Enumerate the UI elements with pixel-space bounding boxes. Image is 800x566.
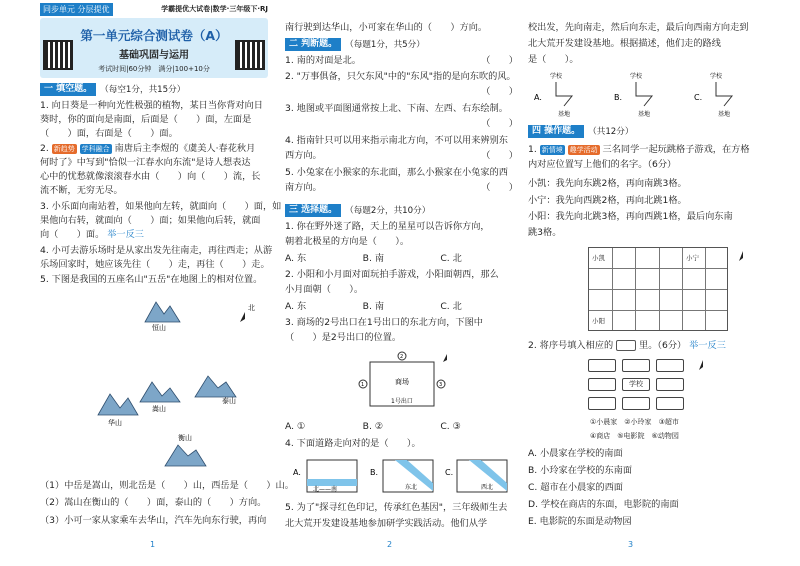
grid-name: 小凯 <box>592 254 605 262</box>
option[interactable]: A. 东 <box>285 253 307 264</box>
blank-box[interactable] <box>588 359 616 372</box>
text-line: 1. 你在野外迷了路，天上的星星可以告诉你方向， <box>285 221 490 232</box>
jump-grid[interactable] <box>588 247 728 331</box>
text-line: 西方向。 <box>285 150 322 161</box>
svg-text:B.: B. <box>614 93 623 102</box>
legend-row: ④商店 ⑤电影院 ⑥动物园 <box>590 432 679 440</box>
tag-badge: 趣学活动 <box>569 145 598 154</box>
section-operation <box>528 124 633 138</box>
grid-name: 小阳 <box>592 317 605 325</box>
text-line: 小宁：我先向西跳2格，再向北跳1格。 <box>528 195 687 206</box>
text-line: 2. 小阳和小月面对面玩拍手游戏，小阳面朝西，那么 <box>285 269 499 280</box>
mountains-map <box>90 290 260 470</box>
page-subtitle: 基础巩固与运用 <box>119 50 189 61</box>
header-bar <box>40 2 268 16</box>
q-number: 2. <box>40 143 49 154</box>
svg-text:1: 1 <box>361 382 365 388</box>
tag-badge: 新情境 <box>541 145 563 154</box>
svg-text:B.: B. <box>370 468 379 477</box>
svg-text:C.: C. <box>445 468 454 477</box>
op1-line: 1. 新情境 趣学活动 三名同学一起玩跳格子游戏，在方格 <box>528 144 750 155</box>
answer-paren[interactable]: （ ） <box>481 182 518 193</box>
blank-box[interactable] <box>622 397 650 410</box>
blank-box[interactable] <box>622 359 650 372</box>
text-line: 葵时，你的面向是南面，后面是（ ）面，左面是 <box>40 114 252 125</box>
text-line: 3. 商场的2号出口在1号出口的东北方向，下图中 <box>285 317 483 328</box>
section-tag: 三 选择题。 <box>285 204 341 217</box>
north-arrow-icon <box>696 358 710 372</box>
north-label: 北 <box>248 304 255 312</box>
text-line: 3. 地图或平面图通常按上北、下南、左西、右东绘制。 <box>285 103 508 114</box>
section-note: （共12分） <box>588 127 634 137</box>
qr-code-icon <box>43 40 73 70</box>
page-2 <box>285 0 518 566</box>
text-line: （3）小可一家从家乘车去华山，汽车先向东行驶，再向 <box>40 515 267 526</box>
option[interactable]: C. ③ <box>440 421 461 432</box>
mall-label: 商场 <box>395 378 409 386</box>
mountain-icon <box>145 302 180 322</box>
svg-text:学校: 学校 <box>630 73 643 80</box>
text-line: 4. 小可去游乐场时是从家出发先往南走，再往西走；从游 <box>40 245 273 256</box>
section-note: （每空1分，共15分） <box>100 85 186 95</box>
mountain-icon <box>140 382 180 402</box>
text-line: 1. 向日葵是一种向光性极强的植物，某日当你背对向日 <box>40 100 263 111</box>
statement: A. 小晨家在学校的南面 <box>528 448 623 459</box>
page-3 <box>528 0 768 566</box>
statement: C. 超市在小晨家的西面 <box>528 482 623 493</box>
mountain-icon <box>98 394 138 415</box>
svg-text:基地: 基地 <box>718 111 731 118</box>
blank-box[interactable] <box>656 359 684 372</box>
section-tag: 四 操作题。 <box>528 125 584 138</box>
tag-link: 举一反三 <box>689 340 726 351</box>
mountain-icon <box>165 445 206 466</box>
text-line: 流不断，无穷无尽。 <box>40 185 123 196</box>
text-line: 朝着北极星的方向是（ ）。 <box>285 236 410 247</box>
page-1 <box>40 0 294 566</box>
text-line: 南行驶到达华山，小可家在华山的（ ）方向。 <box>285 22 488 33</box>
options-row <box>285 300 518 313</box>
legend-row: ①小晨家 ②小玲家 ③超市 <box>590 418 679 426</box>
statement: E. 电影院的东面是动物园 <box>528 516 632 527</box>
text-line: 心中的忧愁就像滚滚春水由（ ）向（ ）流，长 <box>40 171 261 182</box>
route-options <box>528 66 768 118</box>
options-row <box>285 252 518 265</box>
statement: B. 小玲家在学校的东南面 <box>528 465 633 476</box>
svg-text:学校: 学校 <box>550 73 563 80</box>
qr-code-icon <box>235 40 265 70</box>
svg-text:2: 2 <box>400 354 404 360</box>
svg-text:C.: C. <box>694 93 703 102</box>
svg-text:基地: 基地 <box>638 111 651 118</box>
mountain-label: 泰山 <box>222 397 236 405</box>
text-line: （ ）是2号出口的位置。 <box>285 332 402 343</box>
north-arrow-icon <box>240 312 245 322</box>
answer-box[interactable] <box>616 340 636 351</box>
text-line: 4. 下面道路走向对的是（ ）。 <box>285 438 421 449</box>
section-note: （每题2分，共10分） <box>345 206 431 216</box>
grid-name: 小宁 <box>686 254 699 262</box>
option[interactable]: A. 东 <box>285 301 307 312</box>
text-line: 南唐后主李煜的《虞美人·春花秋月 <box>114 143 256 154</box>
text-line: 1. 南的对面是北。 <box>285 55 361 66</box>
blank-box[interactable] <box>588 397 616 410</box>
text-line: 内对应位置写上他们的名字。（6分） <box>528 159 677 170</box>
section-fill-blank <box>40 82 185 96</box>
school-box: 学校 <box>622 378 650 391</box>
text-line: 向（ ）面。 <box>40 229 105 240</box>
text-line: 南方向。 <box>285 182 322 193</box>
text-line: 5. 小兔家在小猴家的东北面，那么小猴家在小兔家的西 <box>285 167 508 178</box>
answer-paren[interactable]: （ ） <box>481 118 518 129</box>
svg-text:学校: 学校 <box>710 73 723 80</box>
text-line: 小月面朝（ ）。 <box>285 284 364 295</box>
answer-paren[interactable]: （ ） <box>481 150 518 161</box>
option[interactable]: A. ① <box>285 421 306 432</box>
blank-box[interactable] <box>588 378 616 391</box>
op2-line: 2. 将序号填入相应的 里。（6分） 举一反三 <box>528 340 726 351</box>
title-banner <box>40 18 268 78</box>
blank-box[interactable] <box>656 397 684 410</box>
tag-badge: 新趋势 <box>53 144 75 153</box>
exit-label: 1号出口 <box>391 398 413 405</box>
text-line: 北大荒开发建设基地参加研学实践活动。他们从学 <box>285 518 488 529</box>
option[interactable]: B. ② <box>362 421 384 432</box>
mountain-label: 恒山 <box>152 324 166 332</box>
mountain-icon <box>195 376 236 397</box>
header-meta: 学霸提优大试卷|数学·三年级下·RJ <box>161 5 268 13</box>
text-line: 5. 为了"探寻红色印记，传承红色基因"，三年级师生去 <box>285 502 508 513</box>
text-line: 何时了》中写到"恰似一江春水向东流"是诗人想表达 <box>40 157 251 168</box>
text-line: （2）嵩山在衡山的（ ）面，泰山的（ ）方向。 <box>40 497 267 508</box>
text-line: 小阳：我先向北跳3格，再向西跳1格，最后向东南 <box>528 211 733 222</box>
text-line: 5. 下图是我国的五座名山"五岳"在地图上的相对位置。 <box>40 274 263 285</box>
text-line: 跳3格。 <box>528 227 562 238</box>
option[interactable]: C. 北 <box>440 301 462 312</box>
page-number: 1 <box>150 540 156 549</box>
svg-text:基地: 基地 <box>558 111 571 118</box>
svg-text:3: 3 <box>439 382 443 388</box>
north-arrow-icon <box>733 245 753 265</box>
section-judge <box>285 37 425 51</box>
page-number: 3 <box>628 540 634 549</box>
page-number: 2 <box>387 540 393 549</box>
section-note: （每题1分，共5分） <box>345 40 425 50</box>
option[interactable]: C. 北 <box>440 253 462 264</box>
text-line: 乐场回家时，她应该先往（ ）走，再往（ ）走。 <box>40 259 270 270</box>
svg-text:北——南: 北——南 <box>313 486 338 493</box>
q2-line <box>40 142 268 155</box>
text-line: 校出发，先向南走，然后向东走，最后向西南方向走到 <box>528 22 749 33</box>
tag-link: 举一反三 <box>107 229 144 240</box>
answer-paren[interactable]: （ ） <box>481 55 518 66</box>
option[interactable]: B. 南 <box>362 301 385 312</box>
text-line: 2. "万事俱备，只欠东风"中的"东风"指的是向东吹的风。 <box>285 71 516 82</box>
north-arrow-icon <box>443 354 447 362</box>
page-title: 第一单元综合测试卷（A） <box>80 28 228 43</box>
road-options <box>285 455 518 497</box>
section-tag: 一 填空题。 <box>40 83 96 96</box>
exam-info: 考试时间|60分钟 满分|100+10分 <box>98 65 210 73</box>
text-line: 小凯：我先向东跳2格，再向南跳3格。 <box>528 178 687 189</box>
mountain-label: 华山 <box>108 419 122 427</box>
tag-badge: 学科融合 <box>81 144 110 153</box>
svg-text:西北: 西北 <box>481 484 494 491</box>
option[interactable]: B. 南 <box>362 253 385 264</box>
section-choice <box>285 203 430 217</box>
mall-diagram <box>345 348 455 420</box>
text-line: （ ）面，右面是（ ）面。 <box>40 128 178 139</box>
text-line: （1）中岳是嵩山，则北岳是（ ）山，西岳是（ ）山。 <box>40 480 294 491</box>
q3-line <box>40 228 268 241</box>
svg-text:东北: 东北 <box>405 484 418 491</box>
svg-text:A.: A. <box>534 93 542 102</box>
text-line: 果他向右转，就面向（ ）面；如果他向后转，就面 <box>40 215 261 226</box>
mountain-label: 嵩山 <box>152 405 166 413</box>
text-line: 是（ ）。 <box>528 54 579 65</box>
section-tag: 二 判断题。 <box>285 38 341 51</box>
options-row <box>285 420 518 433</box>
blank-box[interactable] <box>656 378 684 391</box>
answer-paren[interactable]: （ ） <box>481 86 518 97</box>
text-line: 北大荒开发建设基地。根据描述，他们走的路线 <box>528 38 721 49</box>
svg-text:A.: A. <box>293 468 301 477</box>
text-line: 4. 指南针只可以用来指示南北方向，不可以用来辨别东 <box>285 135 508 146</box>
header-badge: 同步单元 分层提优 <box>40 3 113 16</box>
mountain-label: 衡山 <box>178 434 192 442</box>
statement: D. 学校在商店的东面，电影院的南面 <box>528 499 679 510</box>
text-line: 3. 小乐面向南站着，如果他向左转，就面向（ ）面，如 <box>40 201 282 212</box>
